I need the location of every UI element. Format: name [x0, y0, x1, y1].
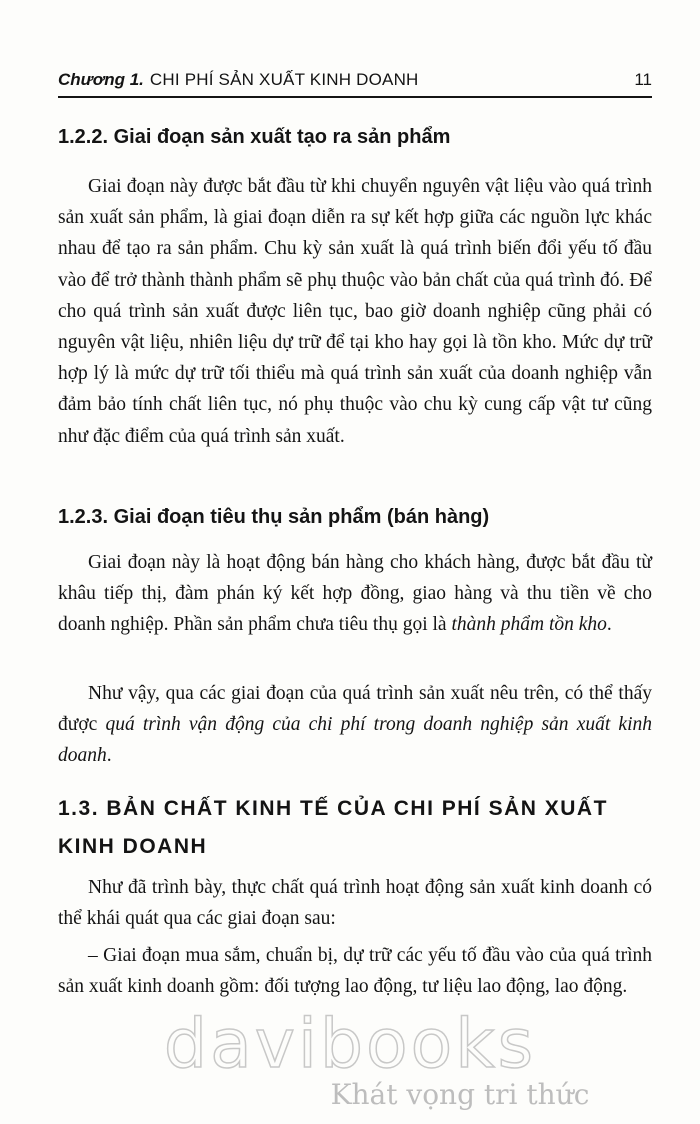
paragraph-1-3-a: Như đã trình bày, thực chất quá trình hoạt động sản xuất kinh doanh có thể khái quát qua các giai đoạn sau: [58, 877, 652, 930]
paragraph-end: . [106, 745, 112, 767]
header-rule [58, 96, 652, 98]
chapter-label [58, 70, 419, 90]
italic-phrase: quá trình vận động của chi phí trong doanh nghiệp sản xuất kinh doanh [58, 714, 652, 767]
paragraph-end: . [606, 614, 612, 636]
heading-1-3: 1.3. BẢN CHẤT KINH TẾ CỦA CHI PHÍ SẢN XUẤT KINH DOANH [58, 797, 608, 858]
chapter-title: CHI PHÍ SẢN XUẤT KINH DOANH [149, 70, 419, 89]
paragraph-1-2-2: Giai đoạn này được bắt đầu từ khi chuyển nguyên vật liệu vào quá trình sản xuất sản phẩm, là giai đoạn diễn ra sự kết hợp giữa các nguồn lực khác nhau để tạo ra sản phẩm. Chu kỳ sản xuất là quá trình biến đổi yếu tố đầu vào để trở thành thành phẩm sẽ phụ thuộc vào bản chất của quá trình đó. Để cho quá trình sản xuất được liên tục, bao giờ doanh nghiệp cũng phải có nguyên vật liệu, nhiên liệu dự trữ để tại kho hay gọi là tồn kho. Mức dự trữ hợp lý là mức dự trữ tối thiểu mà quá trình sản xuất của doanh nghiệp vẫn đảm bảo tính chất liên tục, nó phụ thuộc vào chu kỳ cung cấp vật tư cũng như đặc điểm của quá trình sản xuất. [58, 176, 652, 447]
paragraph-text: Giai đoạn này là hoạt động bán hàng cho khách hàng, được bắt đầu từ khâu tiếp thị, đàm phán ký kết hợp đồng, giao hàng và thu tiền về cho doanh nghiệp. Phần sản phẩm chưa tiêu thụ gọi là [58, 552, 652, 636]
paragraph-1-2-3-b [58, 678, 652, 772]
running-header [58, 60, 652, 90]
chapter-number: Chương 1. [58, 70, 144, 89]
heading-1-2-2: 1.2.2. Giai đoạn sản xuất tạo ra sản phẩm [58, 126, 451, 148]
paragraph-1-2-3-a [58, 547, 652, 641]
watermark-logo: davibooks [163, 1005, 537, 1084]
italic-term: thành phẩm tồn kho [451, 614, 607, 636]
page-number: 11 [634, 70, 652, 89]
paragraph-1-3-b: – Giai đoạn mua sắm, chuẩn bị, dự trữ các yếu tố đầu vào của quá trình sản xuất kinh doanh gồm: đối tượng lao động, tư liệu lao động, lao động. [58, 945, 652, 998]
watermark-tagline: Khát vọng tri thức [330, 1078, 590, 1111]
paragraph-text: Như vậy, qua các giai đoạn của quá trình sản xuất nêu trên, có thể thấy được [58, 683, 652, 736]
heading-1-2-3: 1.2.3. Giai đoạn tiêu thụ sản phẩm (bán hàng) [58, 506, 490, 528]
